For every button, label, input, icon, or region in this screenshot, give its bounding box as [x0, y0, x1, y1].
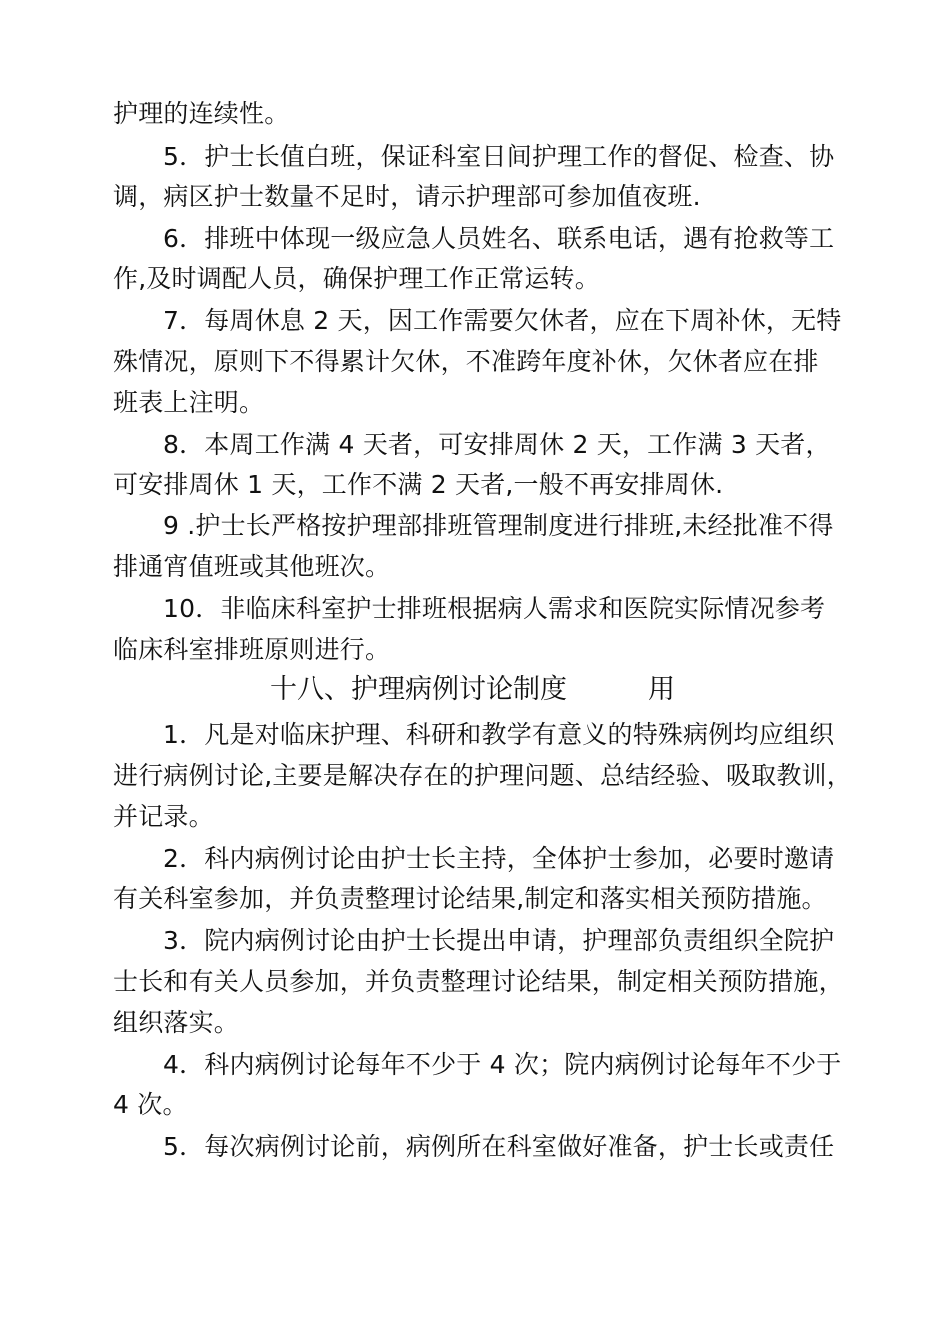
item-3-line-1: 3．院内病例讨论由护士长提出申请，护理部负责组织全院护: [163, 926, 835, 955]
rule-6-line-1: 6．排班中体现一级应急人员姓名、联系电话，遇有抢救等工: [163, 224, 835, 253]
item-2-line-2: 有关科室参加，并负责整理讨论结果,制定和落实相关预防措施。: [113, 884, 827, 913]
section-heading: 十八、护理病例讨论制度: [270, 674, 567, 705]
section-heading-extra: 用: [648, 674, 675, 705]
text-line: 护理的连续性。: [113, 99, 290, 128]
rule-8-line-2: 可安排周休 1 天，工作不满 2 天者,一般不再安排周休.: [113, 470, 724, 499]
item-4-line-2: 4 次。: [113, 1090, 188, 1119]
rule-10-line-2: 临床科室排班原则进行。: [113, 635, 391, 664]
rule-10-line-1: 10．非临床科室护士排班根据病人需求和医院实际情况参考: [163, 594, 826, 623]
item-3-line-2: 士长和有关人员参加，并负责整理讨论结果，制定相关预防措施，: [113, 967, 844, 996]
rule-7-line-3: 班表上注明。: [113, 388, 265, 417]
item-5-line-1: 5．每次病例讨论前，病例所在科室做好准备，护士长或责任: [163, 1132, 835, 1161]
rule-9-line-2: 排通宵值班或其他班次。: [113, 552, 391, 581]
item-1-line-1: 1．凡是对临床护理、科研和教学有意义的特殊病例均应组织: [163, 720, 835, 749]
item-3-line-3: 组织落实。: [113, 1008, 240, 1037]
item-1-line-3: 并记录。: [113, 802, 214, 831]
rule-5-line-1: 5．护士长值白班，保证科室日间护理工作的督促、检查、协: [163, 142, 835, 171]
rule-7-line-2: 殊情况，原则下不得累计欠休，不准跨年度补休，欠休者应在排: [113, 347, 819, 376]
item-4-line-1: 4．科内病例讨论每年不少于 4 次；院内病例讨论每年不少于: [163, 1050, 842, 1079]
rule-6-line-2: 作,及时调配人员，确保护理工作正常运转。: [113, 264, 600, 293]
rule-8-line-1: 8．本周工作满 4 天者，可安排周休 2 天，工作满 3 天者，: [163, 430, 831, 459]
item-2-line-1: 2．科内病例讨论由护士长主持，全体护士参加，必要时邀请: [163, 844, 835, 873]
rule-7-line-1: 7．每周休息 2 天，因工作需要欠休者，应在下周补休，无特: [163, 306, 842, 335]
rule-9-line-1: 9 .护士长严格按护理部排班管理制度进行排班,未经批准不得: [163, 511, 834, 540]
item-1-line-2: 进行病例讨论,主要是解决存在的护理问题、总结经验、吸取教训，: [113, 761, 852, 790]
rule-5-line-2: 调，病区护士数量不足时，请示护理部可参加值夜班.: [113, 182, 701, 211]
